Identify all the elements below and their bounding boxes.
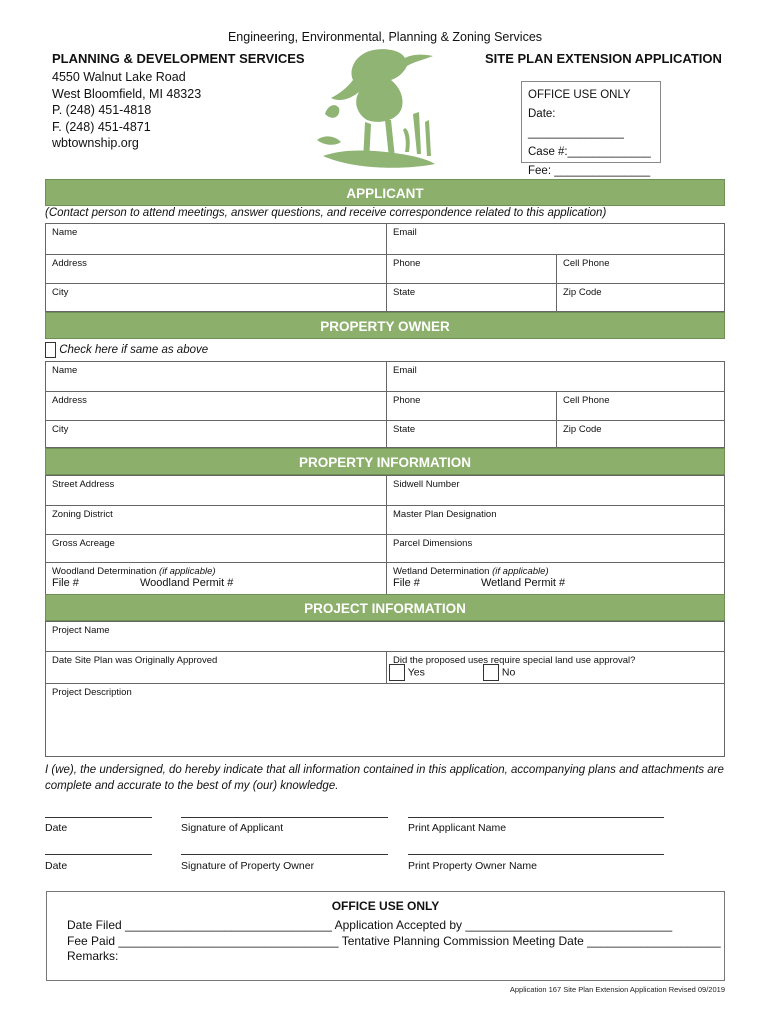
department-name: PLANNING & DEVELOPMENT SERVICES bbox=[52, 51, 305, 66]
owner-print-line[interactable] bbox=[408, 854, 664, 855]
field-label: Zip Code bbox=[563, 424, 602, 435]
office-date-field[interactable]: Date: _______________ bbox=[528, 108, 624, 139]
field-label: Address bbox=[52, 395, 87, 406]
owner-state-field[interactable] bbox=[386, 421, 556, 447]
field-label: Cell Phone bbox=[563, 258, 610, 269]
field-label: City bbox=[52, 287, 69, 298]
field-label: Parcel Dimensions bbox=[393, 538, 473, 549]
field-label: Sidwell Number bbox=[393, 479, 460, 490]
applicant-zip-field[interactable] bbox=[556, 284, 724, 311]
field-label: Name bbox=[52, 227, 78, 238]
field-label: Project Description bbox=[52, 687, 132, 698]
applicant-print-line[interactable] bbox=[408, 817, 664, 818]
applicant-address-field[interactable] bbox=[46, 255, 386, 283]
applicant-signature-line[interactable] bbox=[181, 817, 388, 818]
field-label: State bbox=[393, 424, 416, 435]
wetland-permit-label: Wetland Permit # bbox=[481, 577, 566, 589]
field-label: Cell Phone bbox=[563, 395, 610, 406]
gross-acreage-field[interactable] bbox=[46, 535, 386, 562]
property-header: PROPERTY INFORMATION bbox=[45, 448, 725, 475]
field-label: Email bbox=[393, 227, 417, 238]
footer-revision: Application 167 Site Plan Extension Application Revised 09/2019 bbox=[509, 985, 725, 994]
field-label: Address bbox=[52, 258, 87, 269]
field-label: Zoning District bbox=[52, 509, 113, 520]
applicant-grid bbox=[45, 223, 725, 312]
master-plan-field[interactable] bbox=[386, 506, 724, 534]
field-label: Email bbox=[393, 365, 417, 376]
applicant-phone-field[interactable] bbox=[386, 255, 556, 283]
same-as-above-label: Check here if same as above bbox=[59, 344, 209, 357]
field-label: Woodland Determination bbox=[52, 566, 157, 577]
same-as-above-row bbox=[45, 342, 208, 358]
applicant-signature-label: Signature of Applicant bbox=[181, 822, 284, 834]
field-label: Master Plan Designation bbox=[393, 509, 497, 520]
applicant-email-field[interactable] bbox=[386, 224, 724, 254]
owner-phone-field[interactable] bbox=[386, 392, 556, 420]
special-land-use-question bbox=[386, 652, 724, 683]
no-checkbox[interactable] bbox=[483, 664, 499, 681]
declaration-text: I (we), the undersigned, do hereby indicate that all information contained in this application, accompanying plans and attachments are complete and accurate to the best of my (our) knowledge. bbox=[45, 764, 724, 792]
field-label: Phone bbox=[393, 258, 421, 269]
date-label: Date bbox=[45, 822, 68, 834]
date-line[interactable] bbox=[45, 817, 152, 818]
owner-address-field[interactable] bbox=[46, 392, 386, 420]
address-line: 4550 Walnut Lake Road bbox=[52, 70, 186, 84]
date-approved-field[interactable] bbox=[46, 652, 386, 683]
owner-grid bbox=[45, 361, 725, 448]
applicant-state-field[interactable] bbox=[386, 284, 556, 311]
date-label: Date bbox=[45, 860, 68, 872]
applicant-note: (Contact person to attend meetings, answer questions, and receive correspondence related to this application) bbox=[45, 207, 607, 219]
fax-line: F. (248) 451-4871 bbox=[52, 119, 151, 134]
office-fee-field[interactable]: Fee: _______________ bbox=[528, 165, 651, 177]
applicant-cell-field[interactable] bbox=[556, 255, 724, 283]
if-applicable-note: (if applicable) bbox=[492, 566, 549, 577]
document-title: SITE PLAN EXTENSION APPLICATION bbox=[485, 51, 722, 66]
property-grid bbox=[45, 475, 725, 595]
field-label: Gross Acreage bbox=[52, 538, 115, 549]
owner-zip-field[interactable] bbox=[556, 421, 724, 447]
sidwell-number-field[interactable] bbox=[386, 476, 724, 505]
date-filed-line[interactable]: Date Filed _______________________________ Application Accepted by _______________________________ bbox=[67, 918, 673, 932]
field-label: Did the proposed uses require special land use approval? bbox=[393, 655, 636, 666]
project-name-field[interactable] bbox=[46, 622, 724, 651]
owner-header: PROPERTY OWNER bbox=[45, 312, 725, 339]
owner-city-field[interactable] bbox=[46, 421, 386, 447]
applicant-city-field[interactable] bbox=[46, 284, 386, 311]
applicant-header: APPLICANT bbox=[45, 179, 725, 206]
office-use-box bbox=[521, 81, 661, 177]
woodland-determination-field[interactable] bbox=[46, 563, 386, 594]
owner-email-field[interactable] bbox=[386, 362, 724, 391]
project-header: PROJECT INFORMATION bbox=[45, 594, 725, 621]
applicant-name-field[interactable] bbox=[46, 224, 386, 254]
applicant-print-label: Print Applicant Name bbox=[408, 822, 507, 834]
owner-print-label: Print Property Owner Name bbox=[408, 860, 537, 872]
zoning-district-field[interactable] bbox=[46, 506, 386, 534]
office-case-field[interactable]: Case #:_____________ bbox=[528, 146, 651, 158]
owner-signature-line[interactable] bbox=[181, 854, 388, 855]
field-label: Wetland Determination bbox=[393, 566, 490, 577]
date-line[interactable] bbox=[45, 854, 152, 855]
street-address-field[interactable] bbox=[46, 476, 386, 505]
parcel-dimensions-field[interactable] bbox=[386, 535, 724, 562]
no-label: No bbox=[501, 666, 516, 679]
office-use-bottom-box bbox=[46, 891, 725, 981]
owner-name-field[interactable] bbox=[46, 362, 386, 391]
yes-checkbox[interactable] bbox=[389, 664, 405, 681]
wetland-determination-field[interactable] bbox=[386, 563, 724, 594]
field-label: Name bbox=[52, 365, 78, 376]
website-line: wbtownship.org bbox=[52, 136, 139, 150]
field-label: Date Site Plan was Originally Approved bbox=[52, 655, 218, 666]
owner-signature-label: Signature of Property Owner bbox=[181, 860, 315, 872]
field-label: Project Name bbox=[52, 625, 110, 636]
fee-paid-line[interactable]: Fee Paid _________________________________ Tentative Planning Commission Meeting Date ____________________ bbox=[67, 934, 721, 948]
top-title: Engineering, Environmental, Planning & Zoning Services bbox=[227, 30, 543, 44]
field-label: Street Address bbox=[52, 479, 115, 490]
field-label: State bbox=[393, 287, 416, 298]
owner-cell-field[interactable] bbox=[556, 392, 724, 420]
address-line: West Bloomfield, MI 48323 bbox=[52, 86, 202, 101]
same-as-above-checkbox[interactable] bbox=[45, 342, 56, 358]
field-label: Phone bbox=[393, 395, 421, 406]
project-grid bbox=[45, 621, 725, 757]
wetland-file-label: File # bbox=[393, 577, 420, 589]
phone-line: P. (248) 451-4818 bbox=[52, 103, 152, 117]
project-description-field[interactable] bbox=[46, 684, 724, 756]
office-use-title: OFFICE USE ONLY bbox=[528, 89, 631, 101]
office-use-bottom-title: OFFICE USE ONLY bbox=[331, 899, 440, 913]
field-label: City bbox=[52, 424, 69, 435]
heron-logo-icon bbox=[305, 44, 447, 176]
field-label: Zip Code bbox=[563, 287, 602, 298]
remarks-label: Remarks: bbox=[67, 949, 119, 963]
woodland-file-label: File # bbox=[52, 577, 79, 589]
woodland-permit-label: Woodland Permit # bbox=[140, 577, 234, 589]
yes-label: Yes bbox=[407, 666, 425, 679]
if-applicable-note: (if applicable) bbox=[159, 566, 216, 577]
